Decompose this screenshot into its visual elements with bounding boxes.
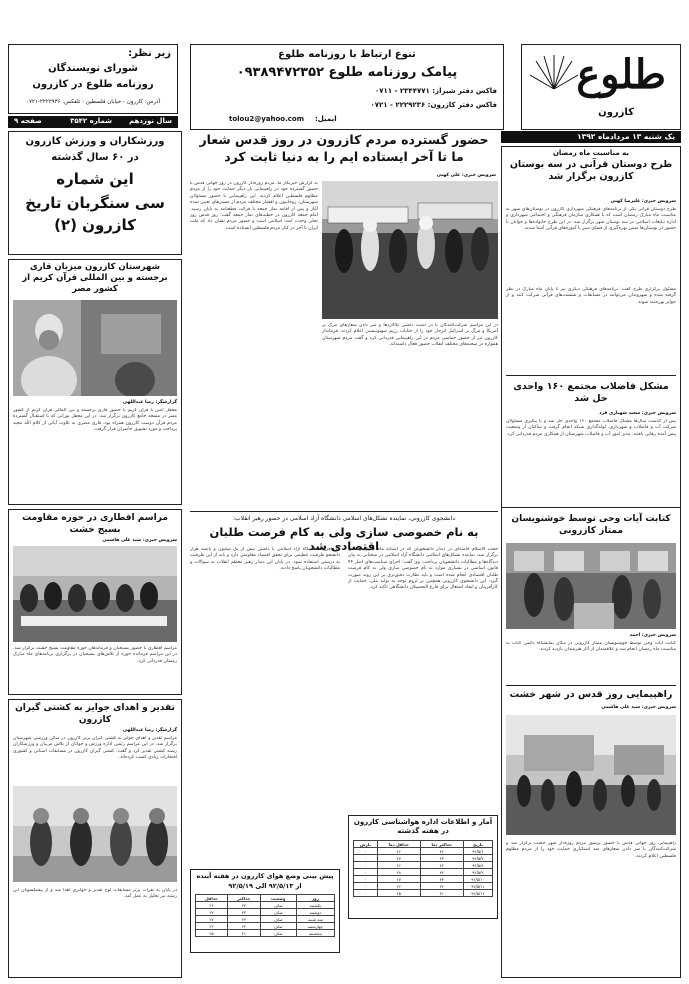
wrestling-box xyxy=(8,699,182,978)
table-row: سه شنبه صاف ۴۳ ۲۷ xyxy=(196,916,335,923)
lead-body-cont: در این مراسم شرکت‌کنندگان با در دست داشتن پلاکاردها و سر دادن شعارهای مرگ بر آمریکا و مرگ بر اسرائیل انزجار خود را از جنایات رژیم صهیونیستی اعلام کردند. فرماندار کازرون نیز از حضور حماسی مردم در این راهپیمایی قدردانی کرد و گفت مردم شهرستان همواره در صحنه‌های مختلف انقلاب حضور فعال داشته‌اند. xyxy=(322,323,498,348)
volume-year: سال نوزدهم xyxy=(128,117,172,125)
weather-header-cell: تاریخ xyxy=(463,841,492,848)
econ-body-cont: وی افزود: دانشگاه آزاد اسلامی با داشتن بیش از یک میلیون و پانصد هزار دانشجو ظرفیت عظیمی برای تحقق اقتصاد مقاومتی دارد و باید از این ظرفیت به درستی استفاده شود. در پایان این دیدار رهبر معظم انقلاب به سوالات و مطالبات دانشجویان پاسخ دادند. xyxy=(190,547,340,572)
resistance-body: مراسم افطاری با حضور بسیجیان و فرماندهان حوزه مقاومت بسیج خشت برگزار شد. در این مراسم فرمانده حوزه از تلاش‌های بسیجیان در برگزاری برنامه‌های ماه مبارک رمضان قدردانی کرد. xyxy=(13,646,177,664)
table-row: ۹۲/۵/۸ ۴۲ ۲۶ ۰ xyxy=(354,862,493,869)
contact-block xyxy=(190,44,504,130)
email-address[interactable]: tolou2@yahoo.com xyxy=(229,115,305,123)
calligraphy-photo xyxy=(506,543,676,629)
weather-header-row xyxy=(354,841,493,848)
weather-header-cell: حداقل دما xyxy=(377,841,420,848)
table-row: یکشنبه صاف ۴۲ ۲۶ xyxy=(196,902,335,909)
left-column xyxy=(8,131,182,978)
sewage-byline: سرویس خبری: سعید شهبازی فرد xyxy=(599,411,676,416)
wrestling-photo xyxy=(13,786,177,882)
lead-headline: حضور گسترده مردم کازرون در روز قدس شعار ما تا آخر ایستاده ایم را به دنیا ثابت کرد xyxy=(199,132,489,164)
dateline-bar-left xyxy=(8,116,178,128)
forecast-header-cell: حداقل xyxy=(196,895,228,902)
ramadan-headline: طرح دوستان قرآنی در سه بوستان کازرون برگزار شد xyxy=(509,159,673,182)
table-row: پنجشنبه صاف ۴۱ ۲۵ xyxy=(196,930,335,937)
sports-box xyxy=(8,131,182,255)
email-label: ایمیل: xyxy=(315,115,337,123)
issue-date: یک شنبه ۱۳ مردادماه ۱۳۹۲ xyxy=(577,132,675,141)
sms-number: پیامک روزنامه طلوع ۰۹۳۸۹۴۷۲۳۵۲ xyxy=(236,65,458,80)
ramadan-kicker: به مناسبت ماه رمضان xyxy=(552,149,630,157)
table-row: دوشنبه صاف ۴۳ ۲۷ xyxy=(196,909,335,916)
logo-subtitle: کازرون xyxy=(598,107,634,118)
calligraphy-body: کتابت آیات وحی توسط خوشنویسان ممتاز کازرونی در مکان نمایشگاه دائمی کتاب به مناسبت ماه رمضان انجام شد و علاقمندان از آثار هنرمندان بازدید کردند. xyxy=(506,641,676,653)
quds-march-body: راهپیمایی روز جهانی قدس با حضور پرشور مردم روزه‌دار شهر خشت برگزار شد و شرکت‌کنندگان با سر دادن شعارهای ضد استکباری حمایت خود را از مردم مظلوم فلسطین اعلام کردند. xyxy=(506,841,676,859)
quran-headline: شهرستان کازرون میزبان قاری برجسته و بین المللی قرآن کریم از کشور مصر xyxy=(22,262,168,294)
lead-body: به گزارش خبرنگار ما، مردم روزه‌دار کازرون در روز جهانی قدس با حضور گسترده خود در راهپیمایی بار دیگر حمایت خود را از مردم مظلوم فلسطین اعلام کردند. این راهپیمایی با حضور مسئولان شهرستان، روحانیون و اقشار مختلف مردم از مسیرهای تعیین شده آغاز و پس از اقامه نماز جمعه با قرائت قطعنامه به پایان رسید. امام جمعه کازرون در خطبه‌های نماز جمعه گفت: روز قدس روز تجلی وحدت امت اسلامی است و حضور مردم نشان داد که ملت ایران تا آخر در کنار مردم فلسطین ایستاده است. xyxy=(190,181,318,231)
weather-header-cell: بارش xyxy=(354,841,378,848)
forecast-header-cell: حداکثر xyxy=(228,895,261,902)
table-row: ۹۲/۵/۶ ۴۲ ۲۶ ۰ xyxy=(354,848,493,855)
forecast-header-cell: روز xyxy=(296,895,334,902)
right-column xyxy=(501,146,681,978)
supervision-title: زیر نظر: xyxy=(128,48,171,59)
logo-block xyxy=(521,44,681,130)
resistance-byline: سرویس خبری: سید علی هاشمی xyxy=(102,538,177,543)
econ-kicker: دانشجوی کازرونی، نماینده تشکل‌های اسلامی دانشگاه آزاد اسلامی در حضور رهبر انقلاب: xyxy=(232,515,456,522)
council-name: شورای نویسندگان xyxy=(48,63,138,74)
forecast-subtitle: از ۹۲/۵/۱۳ الی ۹۲/۵/۱۹ xyxy=(228,882,302,890)
sewage-body: پس از گذشت سال‌ها مشکل فاضلاب مجتمع ۱۶۰ واحدی حل شد و با پیگیری مسئولان شرکت آب و فاضلاب و شهرداری، لوله‌گذاری شبکه انجام گرفت و ساکنان از وضعیت پیش آمده رهایی یافتند. مدیر امور آب و فاضلاب شهرستان از همکاری مردم قدردانی کرد. xyxy=(506,419,676,437)
quran-byline: گزارشگر: رضا عبداللهی xyxy=(122,400,177,405)
forecast-box xyxy=(190,869,340,953)
resistance-photo xyxy=(13,546,177,642)
wrestling-body: مراسم تقدیر و اهدای جوایز به کشتی گیران برتر کازرون در سالن ورزشی شهرستان برگزار شد. در این مراسم رئیس اداره ورزش و جوانان از تلاش مربیان و ورزشکاران رشته کشتی تقدیر کرد و گفت: کشتی گیران کازرون در مسابقات استانی و کشوری افتخارات زیادی کسب کرده‌اند. xyxy=(13,736,177,761)
forecast-table xyxy=(195,894,335,937)
quds-march-photo xyxy=(506,715,676,835)
issue-number: شماره ۳۵۴۲ xyxy=(70,117,112,125)
table-row: ۹۲/۵/۷ ۴۳ ۲۷ ۰ xyxy=(354,855,493,862)
fax-shiraz: فاکس دفتر شیراز: ۲۳۴۴۷۷۱ - ۰۷۱۱ xyxy=(375,87,497,95)
table-row: ۹۲/۵/۹ ۴۴ ۲۸ ۰ xyxy=(354,869,493,876)
quran-box xyxy=(8,259,182,505)
table-row: ۹۲/۵/۱۱ ۴۲ ۲۶ ۰ xyxy=(354,883,493,890)
sports-issue-label: این شماره xyxy=(56,170,134,188)
paper-name: روزنامه طلوع در کازرون xyxy=(32,79,154,90)
quds-march-byline: سرویس خبری: سید علی هاشمی xyxy=(601,705,676,710)
quran-reciter-photo xyxy=(13,300,177,396)
forecast-header-row xyxy=(196,895,335,902)
logo-text: طلوع xyxy=(576,51,666,98)
weather-header-cell: حداکثر دما xyxy=(420,841,463,848)
calligraphy-headline: کتابت آیات وحی توسط خوشنویسان ممتاز کازرونی xyxy=(511,514,671,536)
quds-march-headline: راهپیمایی روز قدس در شهر خشت xyxy=(509,689,673,700)
calligraphy-byline: سرویس خبری: احمد xyxy=(629,633,676,638)
resistance-headline: مراسم افطاری در حوزه مقاومت بسیج خشت xyxy=(22,513,168,535)
sports-kicker: ورزشکاران و ورزش کازرون xyxy=(25,136,165,147)
wrestling-body-cont: در پایان به نفرات برتر مسابقات لوح تقدیر و جوایزی اهدا شد و از پیشکسوتان این رشته نیز تجلیل به عمل آمد. xyxy=(13,888,177,900)
sewage-headline: مشکل فاضلاب مجتمع ۱۶۰ واحدی حل شد xyxy=(513,381,669,404)
weather-box xyxy=(348,815,498,919)
page-number: صفحه ۹ xyxy=(14,117,42,125)
lead-photo xyxy=(322,181,498,319)
ramadan-body: طرح دوستان قرآنی یکی از برنامه‌های فرهنگی شهرداری کازرون در بوستان‌های شهر به مناسبت ماه مبارک رمضان است که با همکاری سازمان فرهنگی و اجتماعی شهرداری و اداره تبلیغات اسلامی در سه بوستان شهر برگزار شد. در این طرح خانواده‌ها و جوانان با حضور در بوستان‌ها ضمن بهره‌گیری از فضای سبز با آموزه‌های قرآنی آشنا شدند. xyxy=(506,207,676,232)
sports-subtitle: در ۶۰ سال گذشته xyxy=(51,152,139,163)
supervision-block xyxy=(8,44,178,114)
econ-body: حجت الاسلام خامنه‌ای در دیدار دانشجویان که در آستانه ماه مبارک رمضان برگزار شد، نماینده تشکل‌های اسلامی دانشگاه آزاد اسلامی در سخنانی به بیان دیدگاه‌ها و مطالبات دانشجویان پرداخت. وی گفت: اجرای سیاست‌های اصل ۴۴ قانون اساسی در بسیاری موارد به نام خصوصی سازی ولی به کام فرصت طلبان اقتصادی انجام شده است و باید نظارت دقیق‌تری بر این روند صورت گیرد. این دانشجوی کازرونی همچنین بر لزوم توجه به تولید ملی، حمایت از کارآفرینان و ایجاد اشتغال برای فارغ التحصیلان دانشگاهی تاکید کرد. xyxy=(348,547,498,591)
forecast-header-cell: وضعیت xyxy=(260,895,296,902)
table-row: ۹۲/۵/۱۰ ۴۳ ۲۷ ۰ xyxy=(354,876,493,883)
weather-table xyxy=(353,840,493,897)
center-column xyxy=(190,131,498,978)
address: آدرس: کازرون - خیابان فلسطین - تلفکس: ۲۲۲۲۹۳۶-۰۷۲۱ xyxy=(26,99,160,105)
lead-byline: سرویس خبری: علی کهنی xyxy=(436,173,496,178)
forecast-title: پیش بینی وضع هوای کازرون در هفته آینده xyxy=(196,872,334,880)
fax-kazerun: فاکس دفتر کازرون: ۲۲۲۹۲۳۶ - ۰۷۲۱ xyxy=(370,101,497,109)
econ-headline: به نام خصوصی سازی ولی به کام فرصت طلبان اقتصادی شد xyxy=(209,525,479,553)
wrestling-byline: گزارشگر: رضا عبداللهی xyxy=(122,728,177,733)
ramadan-byline: سرویس خبری: علیرضا کهنی xyxy=(610,199,676,204)
contact-title: تنوع ارتباط با روزنامه طلوع xyxy=(278,49,416,60)
dateline-bar-right xyxy=(501,131,681,143)
sunrise-icon xyxy=(530,51,578,91)
ramadan-body-cont: مسئول برگزاری طرح گفت: برنامه‌های فرهنگی دیگری نیز تا پایان ماه مبارک در نظر گرفته شده و شهروندان می‌توانند در مسابقات و نشست‌های قرآنی شرکت کنند و از جوایز بهره‌مند شوند. xyxy=(506,287,676,305)
resistance-box xyxy=(8,509,182,695)
table-row: ۹۲/۵/۱۲ ۴۱ ۲۵ ۰ xyxy=(354,890,493,897)
sports-headline: سی سنگربان تاریخ کازرون (۲) xyxy=(25,194,165,234)
weather-title: آمار و اطلاعات اداره هواشناسی کازرون در هفته گذشته xyxy=(353,818,493,835)
quran-body: محفل انس با قرآن کریم با حضور قاری برجسته و بین المللی قرآن کریم از کشور مصر در مسجد جامع کازرون برگزار شد. در این محفل نورانی که با استقبال گسترده مردم قرآن دوست کازرون همراه بود، قاری مصری به تلاوت آیاتی از کلام الله مجید پرداخت و مورد تشویق حاضران قرار گرفت. xyxy=(13,408,177,433)
table-row: چهارشنبه صاف ۴۲ ۲۶ xyxy=(196,923,335,930)
wrestling-headline: تقدیر و اهدای جوایز به کشتی گیران کازرون xyxy=(15,703,175,725)
